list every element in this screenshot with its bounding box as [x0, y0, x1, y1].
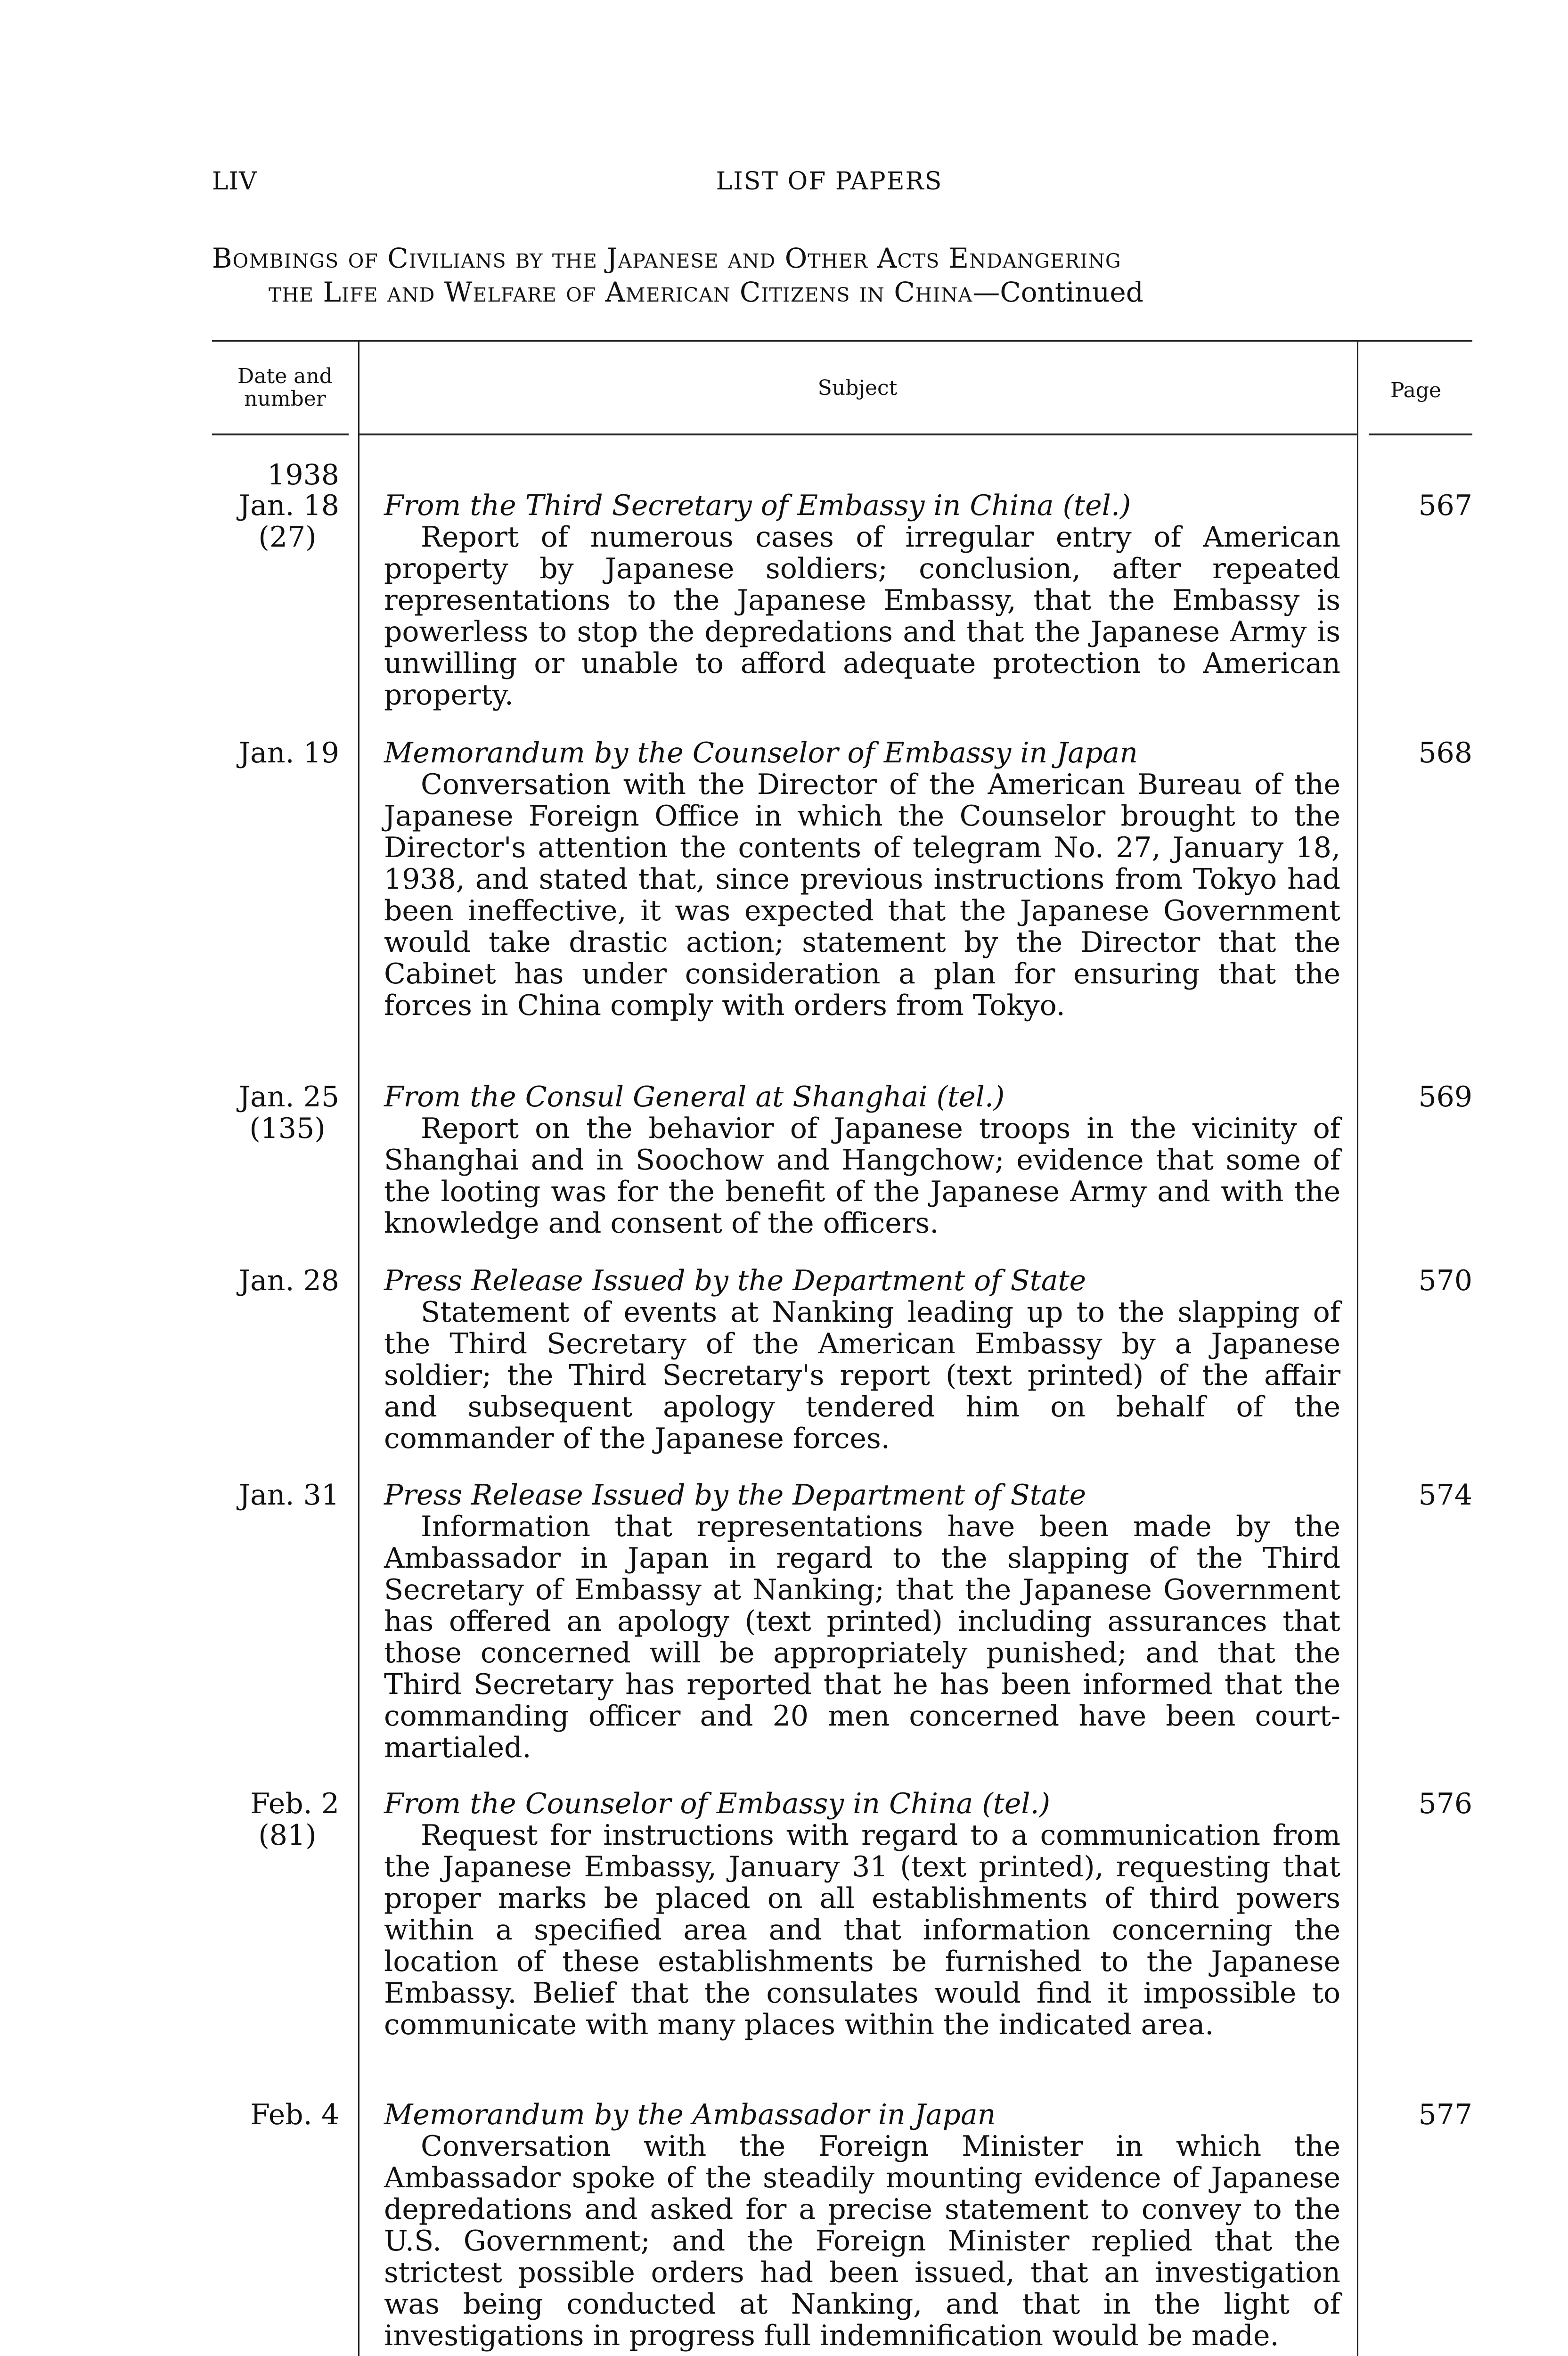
entry-number: (27)	[258, 521, 317, 554]
header-subject: Subject	[817, 376, 898, 400]
header-date-and-number: Date and number	[237, 364, 333, 411]
entry-page-number: 569	[1418, 1080, 1472, 1113]
entry-date	[203, 490, 339, 553]
header-page: Page	[1390, 378, 1442, 402]
entry-page-number: 574	[1418, 1479, 1472, 1512]
running-head	[212, 167, 1446, 200]
entry-date-text: Feb. 4	[250, 2098, 339, 2131]
entry-page-number: 568	[1418, 736, 1472, 769]
entry-page-number: 570	[1418, 1264, 1472, 1297]
entry-number: (81)	[258, 1819, 317, 1852]
entry-page-number: 576	[1418, 1787, 1472, 1820]
entry-subject	[384, 1480, 1340, 1764]
entry-date-text: Jan. 18	[239, 489, 339, 522]
entry-source: Press Release Issued by the Department of State	[384, 1264, 1086, 1297]
entry-source: From the Consul General at Shanghai (tel.)	[384, 1080, 1005, 1113]
section-title	[212, 241, 1494, 309]
entry-source: Memorandum by the Ambassador in Japan	[384, 2098, 996, 2131]
entry-date-text: Feb. 2	[250, 1787, 339, 1820]
entry-source: Press Release Issued by the Department of State	[384, 1479, 1086, 1512]
header-bottom-rule-left	[212, 434, 349, 435]
entry-date	[203, 1788, 339, 1851]
header-bottom-rule-middle	[358, 434, 1357, 435]
entry-subject	[384, 737, 1340, 1022]
entry-date	[203, 2099, 339, 2131]
entry-date	[203, 737, 339, 769]
entry-subject	[384, 2099, 1340, 2352]
entry-description: Request for instructions with regard to a communication from the Japanese Embassy, January 31 (text printed), requesting that proper marks be placed on all establishments of third powers within a specified area and that information concerning the location of these establishments be furnished to the Japanese Embassy. Belief that the consulates would find it impossible to communicate with many places within the indicated area.	[384, 1819, 1340, 2041]
entry-description: Conversation with the Foreign Minister in which the Ambassador spoke of the steadily mounting evidence of Japanese depredations and asked for a precise statement to convey to the U.S. Government; and the Foreign Minister replied that the strictest possible orders had been issued, that an investigation was being conducted at Nanking, and that in the light of investigations in progress full indemnification would be made.	[384, 2130, 1340, 2352]
entry-date-text: Jan. 19	[239, 736, 339, 769]
entry-description: Report on the behavior of Japanese troops in the vicinity of Shanghai and in Soochow and Hangchow; evidence that some of the looting was for the benefit of the Japanese Army and with the knowledge and consent of the officers.	[384, 1112, 1340, 1240]
section-title-line-2	[212, 275, 1494, 309]
running-title: LIST OF PAPERS	[716, 167, 943, 196]
table-top-rule	[212, 340, 1472, 342]
year-label: 1938	[267, 458, 339, 491]
column-divider-left	[358, 340, 359, 2356]
section-title-line-1: Bombings of Civilians by the Japanese and Other Acts Endangering	[212, 242, 1121, 274]
entry-subject	[384, 490, 1340, 711]
entry-date-text: Jan. 28	[239, 1264, 339, 1297]
entry-date	[203, 1480, 339, 1511]
entry-source: From the Counselor of Embassy in China (tel.)	[384, 1787, 1051, 1820]
column-divider-right	[1357, 340, 1358, 2356]
entry-description: Information that representations have been made by the Ambassador in Japan in regard to the slapping of the Third Secretary of Embassy at Nanking; that the Japanese Government has offered an apology (text printed) including assurances that those concerned will be appropriately punished; and that the Third Secretary has reported that he has been informed that the commanding officer and 20 men concerned have been court-martialed.	[384, 1510, 1340, 1764]
entry-source: Memorandum by the Counselor of Embassy in Japan	[384, 736, 1138, 769]
section-title-continued: —Continued	[972, 276, 1143, 308]
entry-description: Conversation with the Director of the American Bureau of the Japanese Foreign Office in which the Counselor brought to the Director's attention the contents of telegram No. 27, January 18, 1938, and stated that, since previous instructions from Tokyo had been ineffective, it was expected that the Japanese Government would take drastic action; statement by the Director that the Cabinet has under consideration a plan for ensuring that the forces in China comply with orders from Tokyo.	[384, 768, 1340, 1022]
entry-date-text: Jan. 31	[239, 1479, 339, 1512]
entry-date	[203, 1081, 339, 1145]
header-bottom-rule-right	[1369, 434, 1472, 435]
entry-date	[203, 1265, 339, 1297]
entry-page-number: 567	[1418, 489, 1472, 522]
entry-source: From the Third Secretary of Embassy in China (tel.)	[384, 489, 1131, 522]
entry-number: (135)	[249, 1112, 326, 1145]
page-folio: LIV	[212, 167, 257, 196]
section-title-line-2-text: the Life and Welfare of American Citizens in China	[269, 276, 973, 308]
entry-subject	[384, 1265, 1340, 1455]
entry-date-text: Jan. 25	[239, 1080, 339, 1113]
entry-subject	[384, 1788, 1340, 2041]
entry-description: Report of numerous cases of irregular entry of American property by Japanese soldiers; conclusion, after repeated representations to the Japanese Embassy, that the Embassy is powerless to stop the depredations and that the Japanese Army is unwilling or unable to afford adequate protection to American property.	[384, 521, 1340, 712]
entry-page-number: 577	[1418, 2098, 1472, 2131]
entry-description: Statement of events at Nanking leading up to the slapping of the Third Secretary of the American Embassy by a Japanese soldier; the Third Secretary's report (text printed) of the affair and subsequent apology tendered him on behalf of the commander of the Japanese forces.	[384, 1296, 1340, 1455]
entry-subject	[384, 1081, 1340, 1239]
